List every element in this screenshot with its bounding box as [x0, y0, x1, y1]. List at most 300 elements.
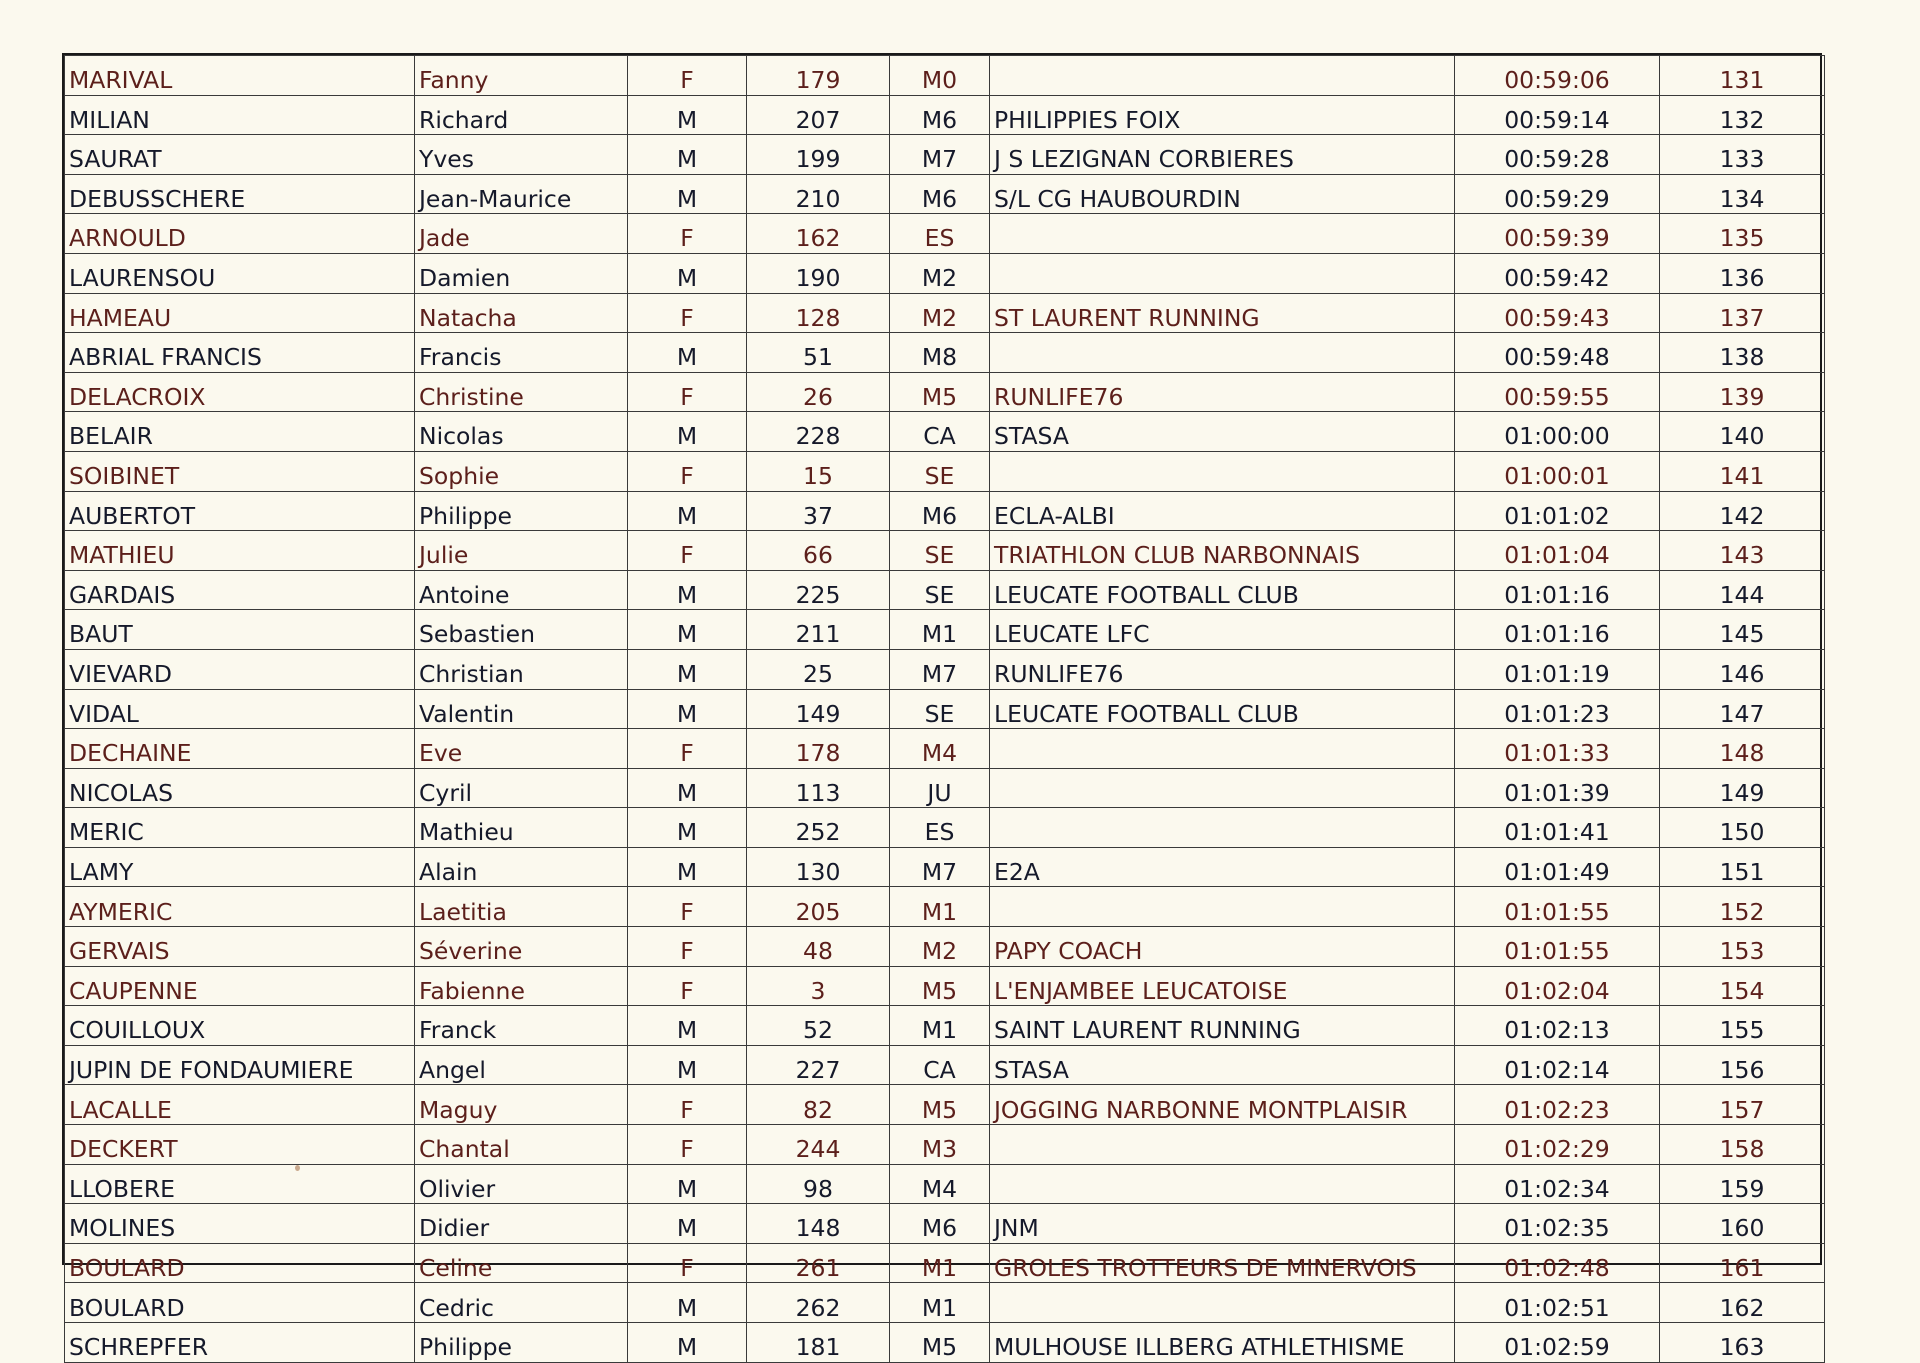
sex-cell: F	[628, 1085, 747, 1125]
bib-number-cell: 149	[747, 689, 890, 729]
last-name-cell: MARIVAL	[65, 56, 415, 96]
first-name-cell: Valentin	[415, 689, 628, 729]
category-cell: SE	[890, 570, 990, 610]
club-cell	[990, 1283, 1455, 1323]
bib-number-cell: 148	[747, 1204, 890, 1244]
last-name-cell: MOLINES	[65, 1204, 415, 1244]
last-name-cell: DELACROIX	[65, 372, 415, 412]
last-name-cell: DECKERT	[65, 1125, 415, 1165]
time-cell: 01:02:13	[1455, 1006, 1660, 1046]
bib-number-cell: 178	[747, 729, 890, 769]
rank-cell: 136	[1660, 253, 1825, 293]
bib-number-cell: 15	[747, 451, 890, 491]
paper-speck	[295, 1165, 300, 1171]
bib-number-cell: 26	[747, 372, 890, 412]
bib-number-cell: 207	[747, 95, 890, 135]
category-cell: M5	[890, 372, 990, 412]
table-row	[65, 1243, 1825, 1283]
category-cell: ES	[890, 214, 990, 254]
club-cell: LEUCATE LFC	[990, 610, 1455, 650]
bib-number-cell: 98	[747, 1164, 890, 1204]
table-row	[65, 1164, 1825, 1204]
first-name-cell: Chantal	[415, 1125, 628, 1165]
bib-number-cell: 179	[747, 56, 890, 96]
results-sheet	[62, 53, 1822, 1362]
bib-number-cell: 211	[747, 610, 890, 650]
table-row	[65, 412, 1825, 452]
category-cell: SE	[890, 689, 990, 729]
bib-number-cell: 48	[747, 927, 890, 967]
table-row	[65, 1125, 1825, 1165]
sex-cell: F	[628, 293, 747, 333]
rank-cell: 147	[1660, 689, 1825, 729]
club-cell: PHILIPPIES FOIX	[990, 95, 1455, 135]
sex-cell: M	[628, 1006, 747, 1046]
table-row	[65, 1323, 1825, 1363]
sex-cell: M	[628, 95, 747, 135]
results-body	[65, 56, 1825, 1363]
rank-cell: 146	[1660, 649, 1825, 689]
category-cell: M6	[890, 1204, 990, 1244]
last-name-cell: GARDAIS	[65, 570, 415, 610]
time-cell: 01:02:23	[1455, 1085, 1660, 1125]
first-name-cell: Philippe	[415, 491, 628, 531]
last-name-cell: VIDAL	[65, 689, 415, 729]
club-cell: LEUCATE FOOTBALL CLUB	[990, 570, 1455, 610]
rank-cell: 160	[1660, 1204, 1825, 1244]
bib-number-cell: 228	[747, 412, 890, 452]
time-cell: 01:01:39	[1455, 768, 1660, 808]
rank-cell: 150	[1660, 808, 1825, 848]
category-cell: M7	[890, 847, 990, 887]
rank-cell: 159	[1660, 1164, 1825, 1204]
time-cell: 01:02:51	[1455, 1283, 1660, 1323]
rank-cell: 143	[1660, 531, 1825, 571]
club-cell	[990, 56, 1455, 96]
last-name-cell: SAURAT	[65, 135, 415, 175]
sex-cell: M	[628, 1283, 747, 1323]
last-name-cell: AUBERTOT	[65, 491, 415, 531]
sex-cell: M	[628, 768, 747, 808]
category-cell: M1	[890, 1243, 990, 1283]
club-cell: J S LEZIGNAN CORBIERES	[990, 135, 1455, 175]
rank-cell: 152	[1660, 887, 1825, 927]
rank-cell: 153	[1660, 927, 1825, 967]
last-name-cell: LLOBERE	[65, 1164, 415, 1204]
time-cell: 01:02:14	[1455, 1045, 1660, 1085]
first-name-cell: Maguy	[415, 1085, 628, 1125]
table-row	[65, 966, 1825, 1006]
table-row	[65, 927, 1825, 967]
rank-cell: 133	[1660, 135, 1825, 175]
category-cell: M2	[890, 253, 990, 293]
first-name-cell: Richard	[415, 95, 628, 135]
sex-cell: M	[628, 610, 747, 650]
sex-cell: F	[628, 531, 747, 571]
last-name-cell: MATHIEU	[65, 531, 415, 571]
table-row	[65, 491, 1825, 531]
bib-number-cell: 227	[747, 1045, 890, 1085]
rank-cell: 151	[1660, 847, 1825, 887]
club-cell	[990, 333, 1455, 373]
club-cell: SAINT LAURENT RUNNING	[990, 1006, 1455, 1046]
club-cell: ST LAURENT RUNNING	[990, 293, 1455, 333]
rank-cell: 140	[1660, 412, 1825, 452]
last-name-cell: SOIBINET	[65, 451, 415, 491]
rank-cell: 135	[1660, 214, 1825, 254]
table-row	[65, 1085, 1825, 1125]
club-cell	[990, 887, 1455, 927]
category-cell: M5	[890, 966, 990, 1006]
first-name-cell: Angel	[415, 1045, 628, 1085]
rank-cell: 162	[1660, 1283, 1825, 1323]
time-cell: 01:01:23	[1455, 689, 1660, 729]
bib-number-cell: 162	[747, 214, 890, 254]
club-cell	[990, 451, 1455, 491]
sex-cell: M	[628, 847, 747, 887]
club-cell: JOGGING NARBONNE MONTPLAISIR	[990, 1085, 1455, 1125]
sex-cell: M	[628, 1323, 747, 1363]
first-name-cell: Nicolas	[415, 412, 628, 452]
bib-number-cell: 181	[747, 1323, 890, 1363]
bib-number-cell: 128	[747, 293, 890, 333]
last-name-cell: AYMERIC	[65, 887, 415, 927]
club-cell	[990, 768, 1455, 808]
first-name-cell: Cyril	[415, 768, 628, 808]
category-cell: CA	[890, 412, 990, 452]
category-cell: M1	[890, 1283, 990, 1323]
first-name-cell: Celine	[415, 1243, 628, 1283]
category-cell: ES	[890, 808, 990, 848]
table-row	[65, 768, 1825, 808]
first-name-cell: Yves	[415, 135, 628, 175]
rank-cell: 139	[1660, 372, 1825, 412]
first-name-cell: Jade	[415, 214, 628, 254]
category-cell: SE	[890, 531, 990, 571]
table-row	[65, 56, 1825, 96]
sex-cell: M	[628, 649, 747, 689]
category-cell: M2	[890, 293, 990, 333]
first-name-cell: Julie	[415, 531, 628, 571]
last-name-cell: NICOLAS	[65, 768, 415, 808]
bib-number-cell: 3	[747, 966, 890, 1006]
club-cell: L'ENJAMBEE LEUCATOISE	[990, 966, 1455, 1006]
club-cell: GROLES TROTTEURS DE MINERVOIS	[990, 1243, 1455, 1283]
category-cell: CA	[890, 1045, 990, 1085]
rank-cell: 157	[1660, 1085, 1825, 1125]
time-cell: 01:02:59	[1455, 1323, 1660, 1363]
table-row	[65, 531, 1825, 571]
rank-cell: 138	[1660, 333, 1825, 373]
sex-cell: F	[628, 927, 747, 967]
sex-cell: M	[628, 412, 747, 452]
last-name-cell: VIEVARD	[65, 649, 415, 689]
club-cell	[990, 253, 1455, 293]
time-cell: 01:00:00	[1455, 412, 1660, 452]
time-cell: 01:01:19	[1455, 649, 1660, 689]
category-cell: M8	[890, 333, 990, 373]
sex-cell: F	[628, 214, 747, 254]
bib-number-cell: 262	[747, 1283, 890, 1323]
club-cell: STASA	[990, 412, 1455, 452]
time-cell: 00:59:55	[1455, 372, 1660, 412]
club-cell: E2A	[990, 847, 1455, 887]
time-cell: 01:01:04	[1455, 531, 1660, 571]
last-name-cell: BAUT	[65, 610, 415, 650]
bib-number-cell: 205	[747, 887, 890, 927]
time-cell: 01:01:33	[1455, 729, 1660, 769]
time-cell: 01:01:41	[1455, 808, 1660, 848]
sex-cell: F	[628, 729, 747, 769]
first-name-cell: Sophie	[415, 451, 628, 491]
rank-cell: 154	[1660, 966, 1825, 1006]
club-cell: PAPY COACH	[990, 927, 1455, 967]
bib-number-cell: 37	[747, 491, 890, 531]
category-cell: M6	[890, 491, 990, 531]
table-row	[65, 214, 1825, 254]
last-name-cell: GERVAIS	[65, 927, 415, 967]
table-row	[65, 1283, 1825, 1323]
time-cell: 01:01:55	[1455, 927, 1660, 967]
table-row	[65, 451, 1825, 491]
first-name-cell: Antoine	[415, 570, 628, 610]
last-name-cell: JUPIN DE FONDAUMIERE	[65, 1045, 415, 1085]
category-cell: M0	[890, 56, 990, 96]
sex-cell: F	[628, 1125, 747, 1165]
first-name-cell: Séverine	[415, 927, 628, 967]
category-cell: M4	[890, 729, 990, 769]
time-cell: 00:59:28	[1455, 135, 1660, 175]
rank-cell: 161	[1660, 1243, 1825, 1283]
time-cell: 01:02:35	[1455, 1204, 1660, 1244]
first-name-cell: Christian	[415, 649, 628, 689]
sex-cell: M	[628, 135, 747, 175]
category-cell: M7	[890, 135, 990, 175]
first-name-cell: Didier	[415, 1204, 628, 1244]
sex-cell: M	[628, 253, 747, 293]
table-row	[65, 649, 1825, 689]
club-cell	[990, 1164, 1455, 1204]
rank-cell: 148	[1660, 729, 1825, 769]
last-name-cell: BELAIR	[65, 412, 415, 452]
first-name-cell: Christine	[415, 372, 628, 412]
rank-cell: 141	[1660, 451, 1825, 491]
club-cell: JNM	[990, 1204, 1455, 1244]
club-cell: LEUCATE FOOTBALL CLUB	[990, 689, 1455, 729]
club-cell	[990, 729, 1455, 769]
time-cell: 01:02:34	[1455, 1164, 1660, 1204]
club-cell: S/L CG HAUBOURDIN	[990, 174, 1455, 214]
last-name-cell: ABRIAL FRANCIS	[65, 333, 415, 373]
time-cell: 01:01:16	[1455, 570, 1660, 610]
rank-cell: 132	[1660, 95, 1825, 135]
time-cell: 00:59:48	[1455, 333, 1660, 373]
bib-number-cell: 82	[747, 1085, 890, 1125]
club-cell: RUNLIFE76	[990, 649, 1455, 689]
last-name-cell: LACALLE	[65, 1085, 415, 1125]
table-row	[65, 293, 1825, 333]
rank-cell: 137	[1660, 293, 1825, 333]
first-name-cell: Fabienne	[415, 966, 628, 1006]
first-name-cell: Eve	[415, 729, 628, 769]
club-cell: STASA	[990, 1045, 1455, 1085]
bib-number-cell: 252	[747, 808, 890, 848]
first-name-cell: Alain	[415, 847, 628, 887]
last-name-cell: BOULARD	[65, 1283, 415, 1323]
table-row	[65, 174, 1825, 214]
table-row	[65, 333, 1825, 373]
sex-cell: M	[628, 689, 747, 729]
time-cell: 01:01:55	[1455, 887, 1660, 927]
rank-cell: 142	[1660, 491, 1825, 531]
table-row	[65, 372, 1825, 412]
first-name-cell: Natacha	[415, 293, 628, 333]
club-cell: RUNLIFE76	[990, 372, 1455, 412]
time-cell: 01:02:29	[1455, 1125, 1660, 1165]
table-row	[65, 847, 1825, 887]
sex-cell: M	[628, 1164, 747, 1204]
category-cell: M1	[890, 610, 990, 650]
category-cell: M2	[890, 927, 990, 967]
last-name-cell: COUILLOUX	[65, 1006, 415, 1046]
table-row	[65, 610, 1825, 650]
table-row	[65, 729, 1825, 769]
category-cell: M3	[890, 1125, 990, 1165]
time-cell: 01:01:16	[1455, 610, 1660, 650]
rank-cell: 144	[1660, 570, 1825, 610]
bib-number-cell: 52	[747, 1006, 890, 1046]
club-cell	[990, 1125, 1455, 1165]
bib-number-cell: 210	[747, 174, 890, 214]
category-cell: M1	[890, 887, 990, 927]
table-row	[65, 253, 1825, 293]
last-name-cell: LAMY	[65, 847, 415, 887]
first-name-cell: Cedric	[415, 1283, 628, 1323]
last-name-cell: HAMEAU	[65, 293, 415, 333]
last-name-cell: ARNOULD	[65, 214, 415, 254]
first-name-cell: Jean-Maurice	[415, 174, 628, 214]
club-cell: MULHOUSE ILLBERG ATHLETHISME	[990, 1323, 1455, 1363]
sex-cell: F	[628, 372, 747, 412]
rank-cell: 134	[1660, 174, 1825, 214]
sex-cell: M	[628, 570, 747, 610]
rank-cell: 158	[1660, 1125, 1825, 1165]
table-row	[65, 1045, 1825, 1085]
first-name-cell: Fanny	[415, 56, 628, 96]
bib-number-cell: 199	[747, 135, 890, 175]
category-cell: M6	[890, 95, 990, 135]
sex-cell: M	[628, 333, 747, 373]
time-cell: 00:59:14	[1455, 95, 1660, 135]
sex-cell: M	[628, 174, 747, 214]
rank-cell: 163	[1660, 1323, 1825, 1363]
category-cell: M6	[890, 174, 990, 214]
category-cell: M5	[890, 1085, 990, 1125]
first-name-cell: Francis	[415, 333, 628, 373]
first-name-cell: Philippe	[415, 1323, 628, 1363]
rank-cell: 149	[1660, 768, 1825, 808]
results-table	[64, 55, 1825, 1363]
bib-number-cell: 113	[747, 768, 890, 808]
sex-cell: M	[628, 1045, 747, 1085]
category-cell: JU	[890, 768, 990, 808]
time-cell: 00:59:29	[1455, 174, 1660, 214]
table-row	[65, 95, 1825, 135]
last-name-cell: LAURENSOU	[65, 253, 415, 293]
rank-cell: 156	[1660, 1045, 1825, 1085]
last-name-cell: MERIC	[65, 808, 415, 848]
category-cell: M7	[890, 649, 990, 689]
first-name-cell: Sebastien	[415, 610, 628, 650]
time-cell: 01:02:04	[1455, 966, 1660, 1006]
last-name-cell: DEBUSSCHERE	[65, 174, 415, 214]
first-name-cell: Olivier	[415, 1164, 628, 1204]
time-cell: 00:59:42	[1455, 253, 1660, 293]
time-cell: 00:59:39	[1455, 214, 1660, 254]
rank-cell: 131	[1660, 56, 1825, 96]
last-name-cell: CAUPENNE	[65, 966, 415, 1006]
club-cell: TRIATHLON CLUB NARBONNAIS	[990, 531, 1455, 571]
first-name-cell: Mathieu	[415, 808, 628, 848]
bib-number-cell: 25	[747, 649, 890, 689]
category-cell: M4	[890, 1164, 990, 1204]
table-row	[65, 887, 1825, 927]
time-cell: 01:01:02	[1455, 491, 1660, 531]
sex-cell: M	[628, 1204, 747, 1244]
time-cell: 00:59:06	[1455, 56, 1660, 96]
table-row	[65, 570, 1825, 610]
category-cell: M5	[890, 1323, 990, 1363]
sex-cell: F	[628, 451, 747, 491]
category-cell: SE	[890, 451, 990, 491]
bib-number-cell: 244	[747, 1125, 890, 1165]
time-cell: 01:01:49	[1455, 847, 1660, 887]
club-cell	[990, 808, 1455, 848]
table-row	[65, 135, 1825, 175]
table-row	[65, 1204, 1825, 1244]
rank-cell: 145	[1660, 610, 1825, 650]
bib-number-cell: 190	[747, 253, 890, 293]
club-cell: ECLA-ALBI	[990, 491, 1455, 531]
sex-cell: F	[628, 887, 747, 927]
category-cell: M1	[890, 1006, 990, 1046]
table-row	[65, 689, 1825, 729]
sex-cell: F	[628, 56, 747, 96]
first-name-cell: Franck	[415, 1006, 628, 1046]
bib-number-cell: 261	[747, 1243, 890, 1283]
last-name-cell: SCHREPFER	[65, 1323, 415, 1363]
sex-cell: M	[628, 491, 747, 531]
time-cell: 00:59:43	[1455, 293, 1660, 333]
bib-number-cell: 225	[747, 570, 890, 610]
bib-number-cell: 66	[747, 531, 890, 571]
last-name-cell: MILIAN	[65, 95, 415, 135]
time-cell: 01:02:48	[1455, 1243, 1660, 1283]
first-name-cell: Laetitia	[415, 887, 628, 927]
first-name-cell: Damien	[415, 253, 628, 293]
rank-cell: 155	[1660, 1006, 1825, 1046]
last-name-cell: BOULARD	[65, 1243, 415, 1283]
bib-number-cell: 51	[747, 333, 890, 373]
bib-number-cell: 130	[747, 847, 890, 887]
sex-cell: F	[628, 1243, 747, 1283]
time-cell: 01:00:01	[1455, 451, 1660, 491]
table-row	[65, 808, 1825, 848]
club-cell	[990, 214, 1455, 254]
sex-cell: F	[628, 966, 747, 1006]
last-name-cell: DECHAINE	[65, 729, 415, 769]
table-row	[65, 1006, 1825, 1046]
